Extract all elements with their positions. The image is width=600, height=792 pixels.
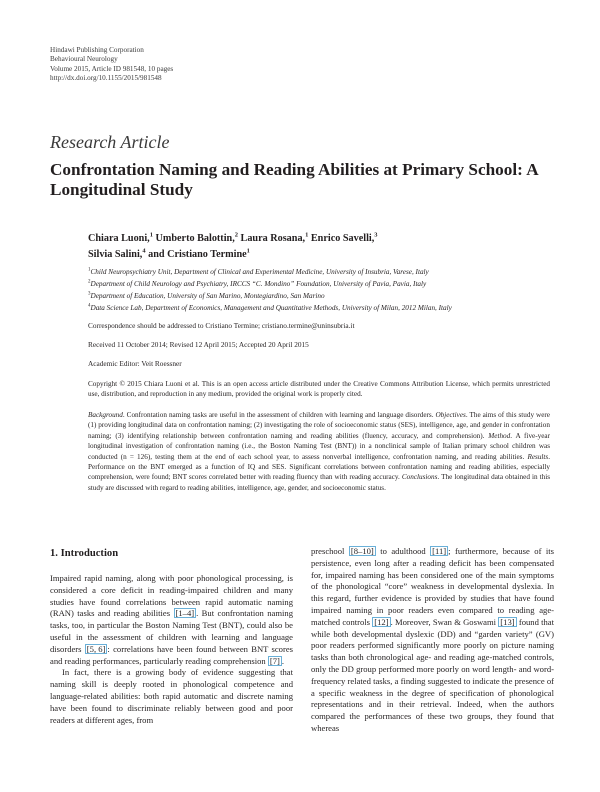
citation-link[interactable]: [1–4] xyxy=(175,608,195,619)
paragraph: Impaired rapid naming, along with poor phonological processing, is considered a core deficit in reading-impaired children and many studies have found correlations between rapid automatic naming (RAN) tasks and reading abilities [1–4] . But confrontation naming tasks, too, in particular the Boston Naming Test (BNT), could also be useful in the assessment of children with learning and language disorders [5, 6] : correlations have been found between BNT scores and reading performances, particularly reading comprehension [7] . xyxy=(50,573,294,666)
abstract: Background. Confrontation naming tasks are useful in the assessment of children with learning and language disorders. Objectives. The aims of this study were (1) providing longitudinal data on confrontation naming; (2) investigating the role of socioeconomic status (SES), intelligence, age, and gender in confrontation naming; (3) identifying relationship between confrontation naming and reading abilities (fluency, accuracy, and comprehension). Method. A five-year longitudinal investigation of confrontation naming (i.e., the Boston Naming Test (BNT)) in a nonclinical sample of Italian primary school children was conducted (n = 126), testing them at the end of each school year, to assess nonverbal intelligence, confrontation naming, and reading abilities. Results. Performance on the BNT emerged as a function of IQ and SES. Significant correlations between confrontation naming and reading abilities, especially comprehension, were found; BNT scores correlated better with reading fluency than with reading accuracy. Conclusions. The longitudinal data obtained in this study are discussed with regard to reading abilities, intelligence, age, gender, and socioeconomic status. xyxy=(88,411,550,492)
author: and Cristiano Termine$^1$ xyxy=(148,247,250,260)
doi-link[interactable]: http://dx.doi.org/10.1155/2015/981548 xyxy=(50,74,162,83)
affiliation: $^3$Department of Education, University of San Marino, Montegiardino, San Marino xyxy=(88,291,325,300)
dates-line: Received 11 October 2014; Revised 12 April 2015; Accepted 20 April 2015 xyxy=(88,340,309,349)
section-heading: 1. Introduction xyxy=(50,548,119,559)
author: Laura Rosana,$^1$ xyxy=(240,231,309,244)
abstract-label-results: Results xyxy=(527,452,549,461)
journal-header xyxy=(50,46,173,84)
copyright-notice: Copyright © 2015 Chiara Luoni et al. This is an open access article distributed under the Creative Commons Attribution License, which permits unrestricted use, distribution, and reproduction in any medium, provided the original work is properly cited. xyxy=(88,380,550,399)
body-column-right xyxy=(311,546,554,735)
affiliation: $^2$Department of Child Neurology and Psychiatry, IRCCS “C. Mondino” Foundation, University of Pavia, Pavia, Italy xyxy=(88,279,427,288)
abstract-label-conclusions: Conclusions xyxy=(401,473,438,482)
citation-link[interactable]: [8–10] xyxy=(350,546,374,556)
citation-link[interactable]: [7] xyxy=(269,655,280,666)
volume-line: Volume 2015, Article ID 981548, 10 pages xyxy=(50,64,174,73)
abstract-label-method: Method xyxy=(488,431,511,440)
citation-link[interactable]: [12] xyxy=(374,616,389,627)
journal-name: Behavioural Neurology xyxy=(50,55,118,64)
abstract-label-objectives: Objectives xyxy=(435,411,466,419)
paper-title: Confrontation Naming and Reading Abilities at Primary School: A Longitudinal Study xyxy=(50,160,538,199)
affiliation: $^1$Child Neuropsychiatry Unit, Department of Clinical and Experimental Medicine, University of Insubria, Varese, Italy xyxy=(88,267,429,276)
publisher-line: Hindawi Publishing Corporation xyxy=(50,46,144,54)
citation-link[interactable]: [13] xyxy=(500,616,515,627)
author: Silvia Salini,$^4$ xyxy=(88,247,146,260)
correspondence-line: Correspondence should be addressed to Cristiano Termine; cristiano.termine@uninsubria.it xyxy=(88,321,355,330)
editor-line: Academic Editor: Veit Roessner xyxy=(88,359,182,368)
abstract-label-background: Background xyxy=(88,411,123,419)
body-column-left xyxy=(50,573,293,726)
citation-link[interactable]: [5, 6] xyxy=(86,643,106,654)
author: Chiara Luoni,$^1$ xyxy=(88,231,153,244)
author: Enrico Savelli,$^3$ xyxy=(310,231,378,244)
paragraph: preschool [8–10] to adulthood [11] ; furthermore, because of its persistence, even long after a reading deficit has been compensated for, impaired naming has been considered one of the main symptoms of the phonological “core” weakness in developmental dyslexia. In this regard, further evidence is provided by studies that have found impaired naming in poor readers even compared to reading age-matched controls [12] . Moreover, Swan & Goswami [13] found that while both developmental dyslexic (DD) and “garden variety” (GV) poor readers performed significantly more poorly on picture naming tasks than both chronological age- and reading age-matched controls, only the DD group performed more poorly on word length- and word-frequency related tasks, a finding suggested to indicate the presence of a specific weakness in the degree of specification of phonological representations and in their retrieval. Indeed, when the authors compared the performances of these two groups, they found that whereas xyxy=(311,546,554,733)
paragraph: In fact, there is a growing body of evidence suggesting that naming skill is deeply rooted in phonological competence and language-related abilities: both rapid automatic and discrete naming have been found to discriminate reliably between good and poor readers at different ages, from xyxy=(50,667,293,725)
affiliation-list xyxy=(88,266,553,314)
citation-link[interactable]: [11] xyxy=(432,546,447,556)
affiliation: $^4$Data Science Lab, Department of Economics, Management and Quantitative Methods, University of Milan, 2012 Milan, Italy xyxy=(88,303,452,312)
author-list xyxy=(88,231,548,263)
author: Umberto Balottin,$^2$ xyxy=(155,231,238,244)
article-type: Research Article xyxy=(50,132,170,152)
